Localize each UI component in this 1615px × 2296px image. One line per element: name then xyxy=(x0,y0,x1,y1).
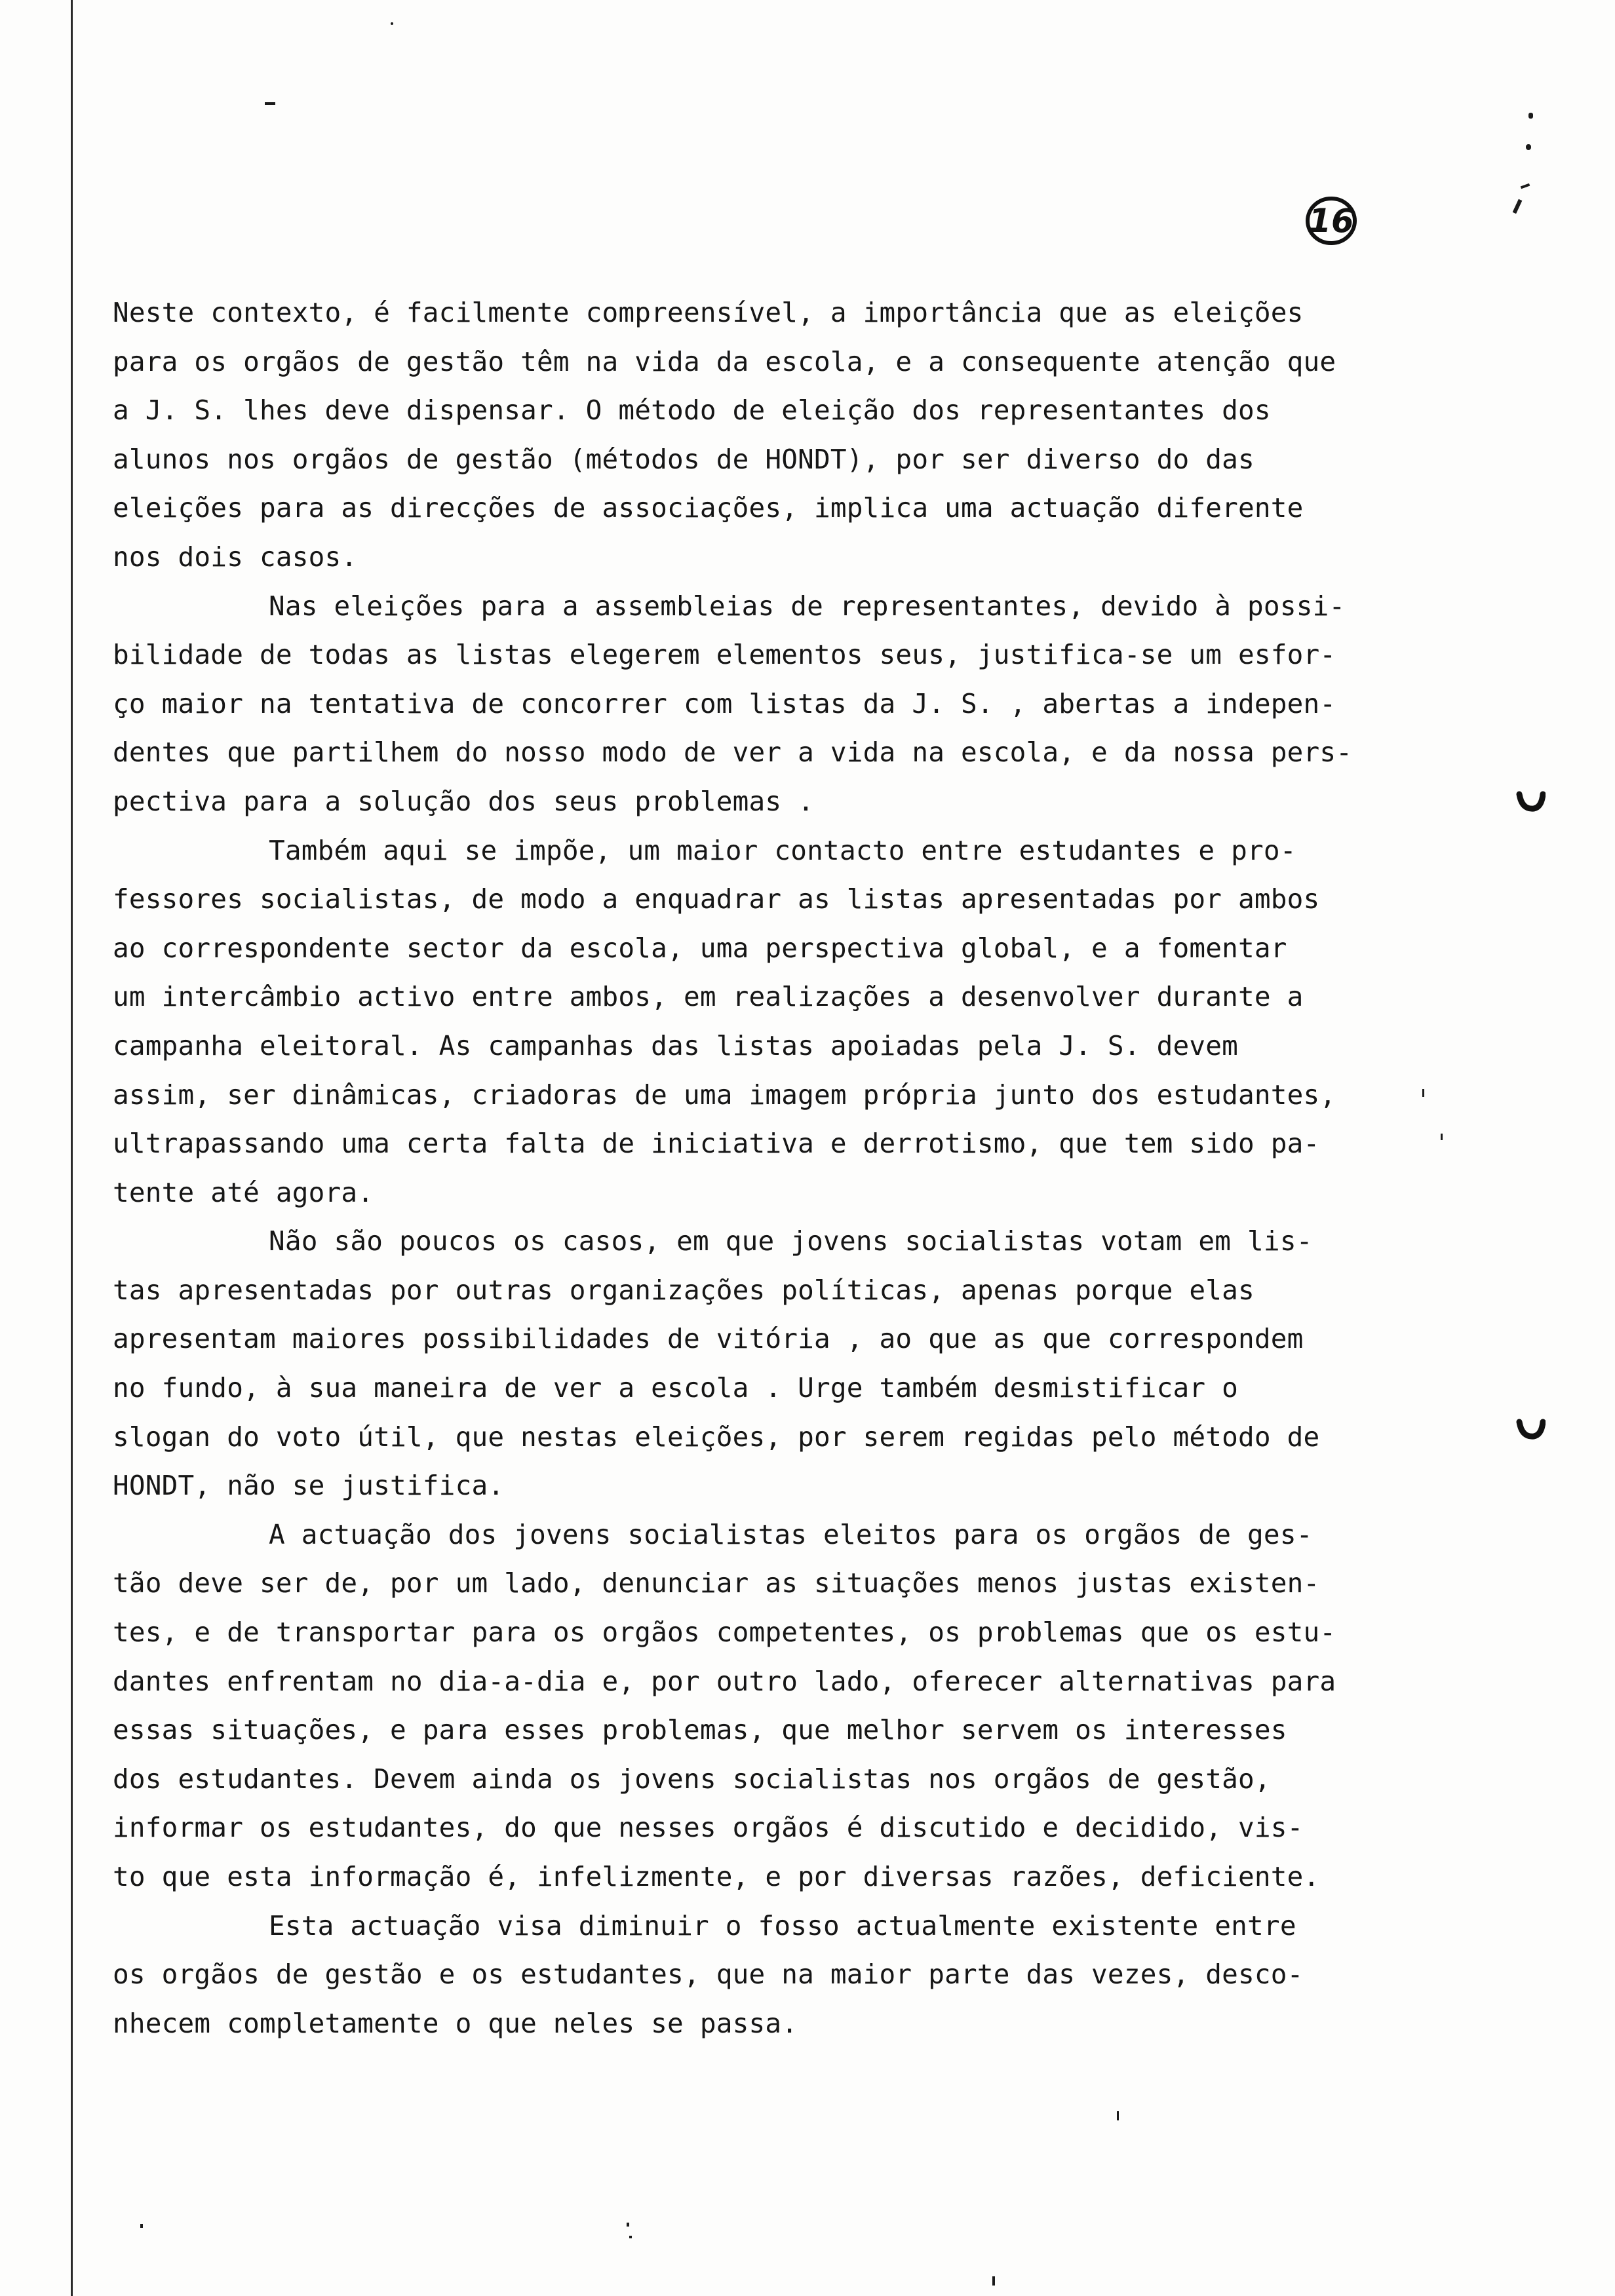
text-line: no fundo, à sua maneira de ver a escola . Urge também desmistificar o xyxy=(113,1372,1239,1404)
scan-speck xyxy=(1521,183,1530,189)
scan-speck xyxy=(1441,1134,1443,1140)
text-line: dentes que partilhem do nosso modo de ver a vida na escola, e da nossa pers- xyxy=(113,737,1353,769)
text-line: ultrapassando uma certa falta de iniciativa e derrotismo, que tem sido pa- xyxy=(113,1128,1320,1160)
text-line: nhecem completamente o que neles se passa. xyxy=(113,2007,798,2039)
text-line: campanha eleitoral. As campanhas das listas apoiadas pela J. S. devem xyxy=(113,1029,1239,1062)
scan-speck xyxy=(627,2223,629,2227)
text-line: to que esta informação é, infelizmente, e por diversas razões, deficiente. xyxy=(113,1861,1320,1892)
text-line: eleições para as direcções de associações, implica uma actuação diferente xyxy=(113,492,1304,524)
text-line: Neste contexto, é facilmente compreensível, a importância que as eleições xyxy=(113,297,1304,328)
scan-speck xyxy=(629,2236,632,2238)
page-number-text: 16 xyxy=(1308,202,1354,240)
text-line: essas situações, e para esses problemas, que melhor servem os interesses xyxy=(113,1714,1287,1746)
paragraph xyxy=(113,582,1437,826)
scan-speck xyxy=(1528,113,1533,119)
text-line: HONDT, não se justifica. xyxy=(113,1470,505,1502)
text-line: a J. S. lhes deve dispensar. O método de eleição dos representantes dos xyxy=(113,394,1271,427)
paragraph xyxy=(113,288,1437,582)
binder-mark xyxy=(1515,784,1546,814)
document-body xyxy=(113,288,1437,2048)
scan-speck xyxy=(265,102,275,105)
paragraph xyxy=(113,1217,1437,1510)
text-line: apresentam maiores possibilidades de vitória , ao que as que correspondem xyxy=(113,1323,1304,1355)
text-line: Esta actuação visa diminuir o fosso actualmente existente entre xyxy=(269,1909,1296,1942)
text-line: tas apresentadas por outras organizações políticas, apenas porque elas xyxy=(113,1274,1255,1306)
text-line: Também aqui se impõe, um maior contacto entre estudantes e pro- xyxy=(269,834,1296,866)
text-line: slogan do voto útil, que nestas eleições, por serem regidas pelo método de xyxy=(113,1421,1320,1453)
paragraph xyxy=(113,1510,1437,1902)
text-line: tes, e de transportar para os orgãos competentes, os problemas que os estu- xyxy=(113,1617,1336,1649)
text-line: tente até agora. xyxy=(113,1176,374,1208)
text-line: pectiva para a solução dos seus problemas . xyxy=(113,785,815,817)
text-line: bilidade de todas as listas elegerem elementos seus, justifica-se um esfor- xyxy=(113,639,1336,671)
text-line: assim, ser dinâmicas, criadoras de uma imagem própria junto dos estudantes, xyxy=(113,1079,1336,1111)
text-line: A actuação dos jovens socialistas eleitos para os orgãos de ges- xyxy=(269,1518,1313,1550)
text-line: alunos nos orgãos de gestão (métodos de HONDT), por ser diverso do das xyxy=(113,443,1255,475)
text-line: Não são poucos os casos, em que jovens socialistas votam em lis- xyxy=(269,1225,1313,1257)
scan-speck xyxy=(140,2224,143,2228)
scan-speck xyxy=(1117,2111,1119,2120)
paragraph xyxy=(113,1902,1437,2048)
left-page-border xyxy=(71,0,73,2296)
text-line: tão deve ser de, por um lado, denunciar as situações menos justas existen- xyxy=(113,1567,1320,1599)
paragraph xyxy=(113,826,1437,1217)
handwritten-page-number xyxy=(1304,194,1358,248)
text-line: dantes enfrentam no dia-a-dia e, por outro lado, oferecer alternativas para xyxy=(113,1665,1336,1697)
text-line: os orgãos de gestão e os estudantes, que na maior parte das vezes, desco- xyxy=(113,1959,1304,1991)
text-line: Nas eleições para a assembleias de representantes, devido à possi- xyxy=(269,590,1346,622)
scan-speck xyxy=(1526,144,1531,150)
text-line: para os orgãos de gestão têm na vida da escola, e a consequente atenção que xyxy=(113,345,1336,377)
text-line: ao correspondente sector da escola, uma perspectiva global, e a fomentar xyxy=(113,932,1287,964)
text-line: dos estudantes. Devem ainda os jovens socialistas nos orgãos de gestão, xyxy=(113,1763,1271,1795)
text-line: ço maior na tentativa de concorrer com listas da J. S. , abertas a indepen- xyxy=(113,687,1336,719)
scan-speck xyxy=(1513,199,1523,214)
text-line: um intercâmbio activo entre ambos, em realizações a desenvolver durante a xyxy=(113,981,1304,1013)
scan-speck xyxy=(992,2276,995,2286)
text-line: informar os estudantes, do que nesses orgãos é discutido e decidido, vis- xyxy=(113,1812,1304,1844)
binder-mark xyxy=(1515,1411,1546,1442)
scan-speck xyxy=(391,22,393,25)
text-line: nos dois casos. xyxy=(113,541,358,573)
text-line: fessores socialistas, de modo a enquadrar as listas apresentadas por ambos xyxy=(113,883,1320,915)
